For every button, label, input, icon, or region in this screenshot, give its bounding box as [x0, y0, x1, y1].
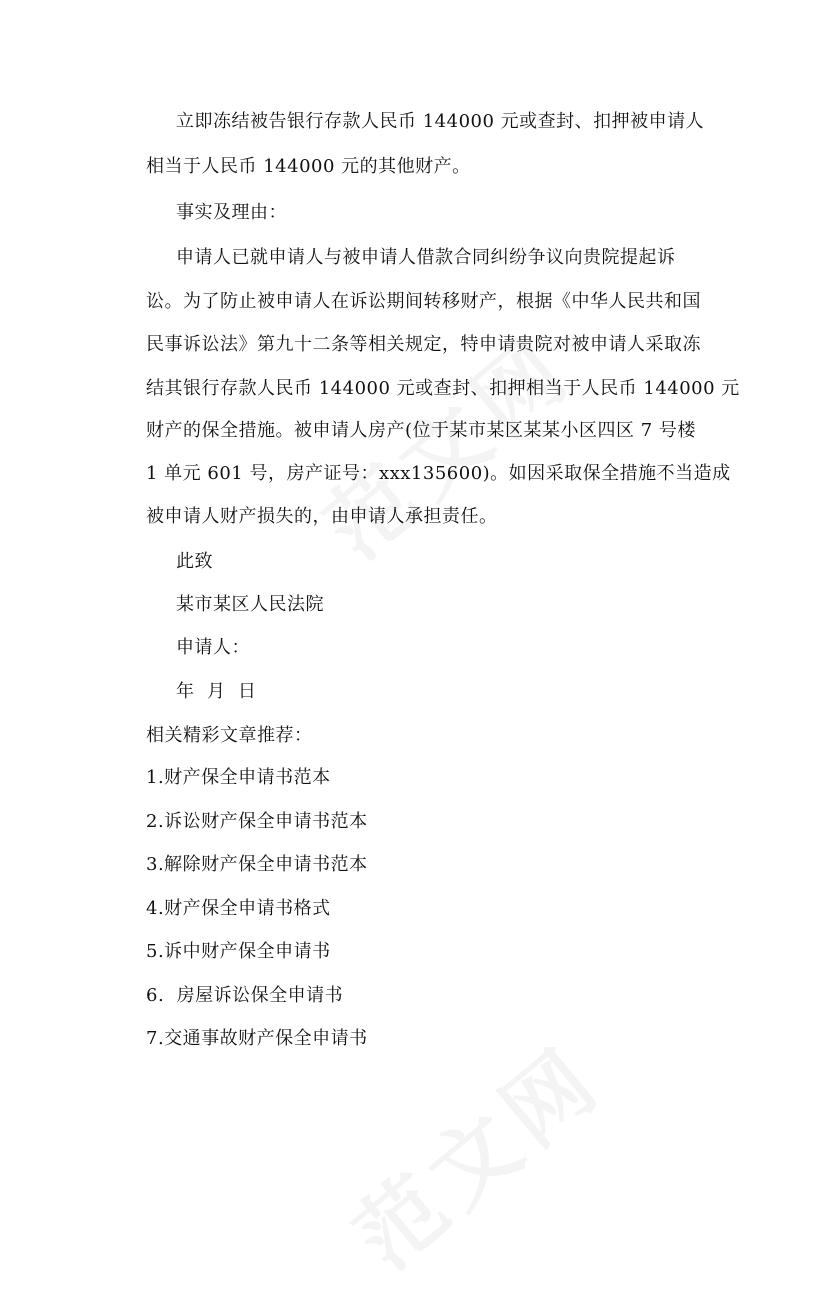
facts-heading: 事实及理由： — [176, 202, 287, 223]
related-link[interactable]: 6. 房屋诉讼保全申请书 — [146, 985, 344, 1006]
applicant-label: 申请人： — [176, 637, 250, 658]
watermark — [324, 1012, 624, 1292]
related-link[interactable]: 5.诉中财产保全申请书 — [146, 941, 331, 962]
related-heading: 相关精彩文章推荐： — [146, 725, 313, 746]
reason-line: 申请人已就申请人与被申请人借款合同纠纷争议向贵院提起诉 — [176, 247, 676, 268]
reason-line: 民事诉讼法》第九十二条等相关规定，特申请贵院对被申请人采取冻 — [146, 334, 701, 355]
related-link[interactable]: 7.交通事故财产保全申请书 — [146, 1028, 368, 1049]
closing: 此致 — [176, 551, 213, 572]
court-name: 某市某区人民法院 — [176, 594, 324, 615]
related-link[interactable]: 3.解除财产保全申请书范本 — [146, 854, 368, 875]
reason-line: 讼。为了防止被申请人在诉讼期间转移财产，根据《中华人民共和国 — [146, 291, 701, 312]
related-link[interactable]: 1.财产保全申请书范本 — [146, 767, 331, 788]
related-link[interactable]: 4.财产保全申请书格式 — [146, 898, 331, 919]
related-link[interactable]: 2.诉讼财产保全申请书范本 — [146, 811, 368, 832]
request-line: 立即冻结被告银行存款人民币 144000 元或查封、扣押被申请人 — [176, 111, 705, 132]
request-line: 相当于人民币 144000 元的其他财产。 — [146, 156, 471, 177]
reason-line: 财产的保全措施。被申请人房产(位于某市某区某某小区四区 7 号楼 — [146, 420, 696, 441]
reason-line: 被申请人财产损失的，由申请人承担责任。 — [146, 506, 498, 527]
reason-line: 结其银行存款人民币 144000 元或查封、扣押相当于人民币 144000 元 — [146, 378, 740, 399]
reason-line: 1 单元 601 号，房产证号：xxx135600)。如因采取保全措施不当造成 — [146, 463, 731, 484]
date-line: 年 月 日 — [176, 681, 257, 702]
